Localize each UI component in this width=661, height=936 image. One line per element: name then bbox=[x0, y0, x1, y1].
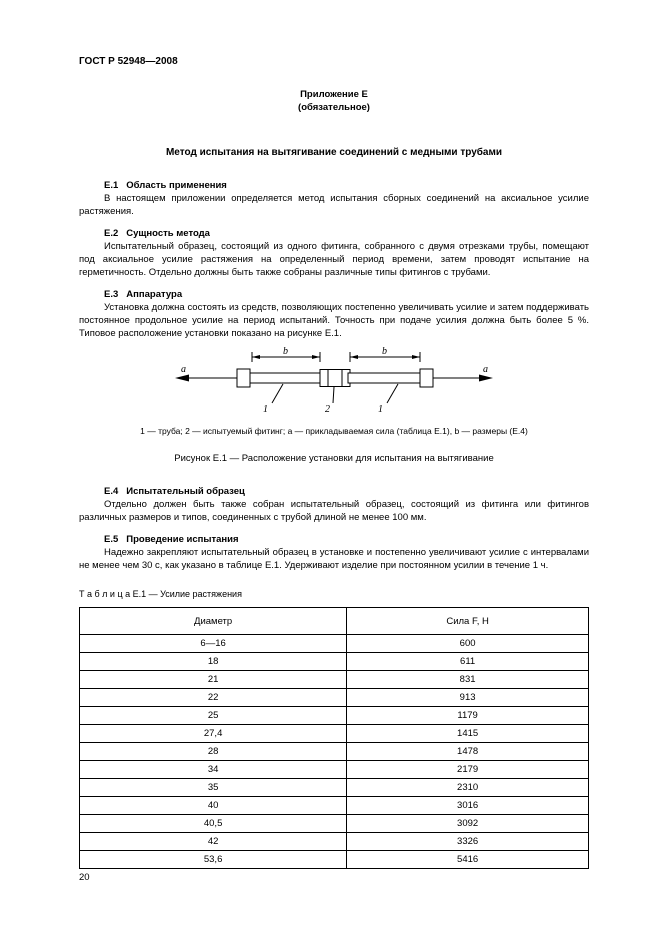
table-row bbox=[80, 833, 589, 851]
force-cell: 5416 bbox=[347, 851, 589, 869]
section-heading-e3 bbox=[104, 288, 589, 301]
callout-label: 2 bbox=[325, 404, 330, 415]
diameter-cell: 6—16 bbox=[80, 635, 347, 653]
dim-label-right: b bbox=[382, 346, 387, 357]
left-tube bbox=[250, 373, 322, 383]
page-number: 20 bbox=[79, 872, 90, 883]
section-number: Е.4 bbox=[104, 486, 119, 497]
figure-title: Рисунок Е.1 — Расположение установки для испытания на вытягивание bbox=[174, 453, 494, 464]
diameter-cell: 25 bbox=[80, 707, 347, 725]
document-title: Метод испытания на вытягивание соединений с медными трубами bbox=[165, 147, 503, 158]
table-header-diameter: Диаметр bbox=[80, 608, 347, 635]
force-cell: 600 bbox=[347, 635, 589, 653]
section-paragraph-e5: Надежно закрепляют испытательный образец в установке и постепенно увеличивают усилие с интервалами не менее чем 30 с, как указано в таблице Е.1. Удерживают изделие при постоянном усилии в течение 1 ч. bbox=[79, 547, 589, 571]
annex-title: Приложение Е bbox=[300, 89, 368, 100]
left-grip bbox=[237, 369, 250, 387]
table-row bbox=[80, 635, 589, 653]
force-label-right: a bbox=[483, 364, 488, 375]
force-cell: 1179 bbox=[347, 707, 589, 725]
section-paragraph-e3: Установка должна состоять из средств, позволяющих постепенно увеличивать усилие и затем поддерживать постоянное продольное усилие на период испытаний. Точность при подаче усилия должна быть более 5 %. Типовое расположение установки показано на рисунке Е.1. bbox=[79, 302, 589, 339]
diameter-cell: 18 bbox=[80, 653, 347, 671]
callout-label: 1 bbox=[263, 404, 268, 415]
table-header-row bbox=[80, 608, 589, 635]
section-title: Область применения bbox=[126, 180, 227, 191]
doc-number: ГОСТ Р 52948—2008 bbox=[79, 56, 178, 67]
callout-fitting bbox=[325, 387, 334, 415]
section-number: Е.2 bbox=[104, 228, 119, 239]
table-row bbox=[80, 653, 589, 671]
diameter-cell: 40,5 bbox=[80, 815, 347, 833]
diameter-cell: 42 bbox=[80, 833, 347, 851]
figure-e1 bbox=[79, 346, 589, 465]
pipe-assembly-diagram bbox=[169, 346, 499, 416]
diameter-cell: 34 bbox=[80, 761, 347, 779]
table-row bbox=[80, 761, 589, 779]
callout-tube-left bbox=[263, 384, 283, 415]
section-paragraph-e1: В настоящем приложении определяется метод испытания сборных соединений на аксиальное усилие растяжения. bbox=[79, 193, 589, 217]
callout-label: 1 bbox=[378, 404, 383, 415]
force-cell: 913 bbox=[347, 689, 589, 707]
diameter-cell: 53,6 bbox=[80, 851, 347, 869]
diameter-cell: 40 bbox=[80, 797, 347, 815]
force-cell: 1415 bbox=[347, 725, 589, 743]
callout-tube-right bbox=[378, 384, 398, 415]
diameter-cell: 28 bbox=[80, 743, 347, 761]
table-row bbox=[80, 851, 589, 869]
section-heading-e4 bbox=[104, 485, 589, 498]
diameter-cell: 35 bbox=[80, 779, 347, 797]
table-header-force: Сила F, Н bbox=[347, 608, 589, 635]
fitting bbox=[320, 370, 350, 387]
dimension-left bbox=[252, 346, 320, 362]
section-title: Аппаратура bbox=[126, 289, 183, 300]
table-row bbox=[80, 815, 589, 833]
table-label: Т а б л и ц а Е.1 — Усилие растяжения bbox=[79, 589, 242, 599]
section-paragraph-e2: Испытательный образец, состоящий из одного фитинга, собранного с двумя отрезками трубы, помещают под аксиальное усилие растяжения на определенный период времени, затем проводят испытание на герметичность. Отдельно должны быть также собраны различные типы фитингов с трубами. bbox=[79, 241, 589, 278]
table-row bbox=[80, 743, 589, 761]
annex-block bbox=[79, 88, 589, 114]
dim-label-left: b bbox=[283, 346, 288, 357]
force-label-left: a bbox=[181, 364, 186, 375]
right-tube bbox=[348, 373, 420, 383]
section-title: Испытательный образец bbox=[126, 486, 245, 497]
force-arrow-left-icon bbox=[175, 364, 237, 382]
force-cell: 611 bbox=[347, 653, 589, 671]
section-number: Е.1 bbox=[104, 180, 119, 191]
table-row bbox=[80, 779, 589, 797]
right-grip bbox=[420, 369, 433, 387]
table-row bbox=[80, 797, 589, 815]
force-cell: 1478 bbox=[347, 743, 589, 761]
figure-caption: 1 — труба; 2 — испытуемый фитинг; а — прикладываемая сила (таблица Е.1), b — размеры (Е.4) bbox=[140, 426, 528, 436]
section-heading-e5 bbox=[104, 533, 589, 546]
diameter-cell: 27,4 bbox=[80, 725, 347, 743]
force-cell: 3016 bbox=[347, 797, 589, 815]
section-title: Сущность метода bbox=[126, 228, 210, 239]
force-arrow-right-icon bbox=[433, 364, 493, 382]
diameter-cell: 21 bbox=[80, 671, 347, 689]
table-row bbox=[80, 671, 589, 689]
table-row bbox=[80, 725, 589, 743]
section-heading-e2 bbox=[104, 227, 589, 240]
section-paragraph-e4: Отдельно должен быть также собран испытательный образец, состоящий из фитинга или фитингов различных размеров и типов, соединенных с трубой длиной не менее 100 мм. bbox=[79, 499, 589, 523]
diameter-cell: 22 bbox=[80, 689, 347, 707]
annex-subtitle: (обязательное) bbox=[298, 102, 370, 113]
force-cell: 2179 bbox=[347, 761, 589, 779]
tension-force-table bbox=[79, 607, 589, 869]
table-row bbox=[80, 707, 589, 725]
force-cell: 3326 bbox=[347, 833, 589, 851]
table-row bbox=[80, 689, 589, 707]
section-heading-e1 bbox=[104, 179, 589, 192]
section-number: Е.5 bbox=[104, 534, 119, 545]
dimension-right bbox=[350, 346, 420, 362]
section-number: Е.3 bbox=[104, 289, 119, 300]
force-cell: 3092 bbox=[347, 815, 589, 833]
force-cell: 831 bbox=[347, 671, 589, 689]
section-title: Проведение испытания bbox=[126, 534, 239, 545]
force-cell: 2310 bbox=[347, 779, 589, 797]
